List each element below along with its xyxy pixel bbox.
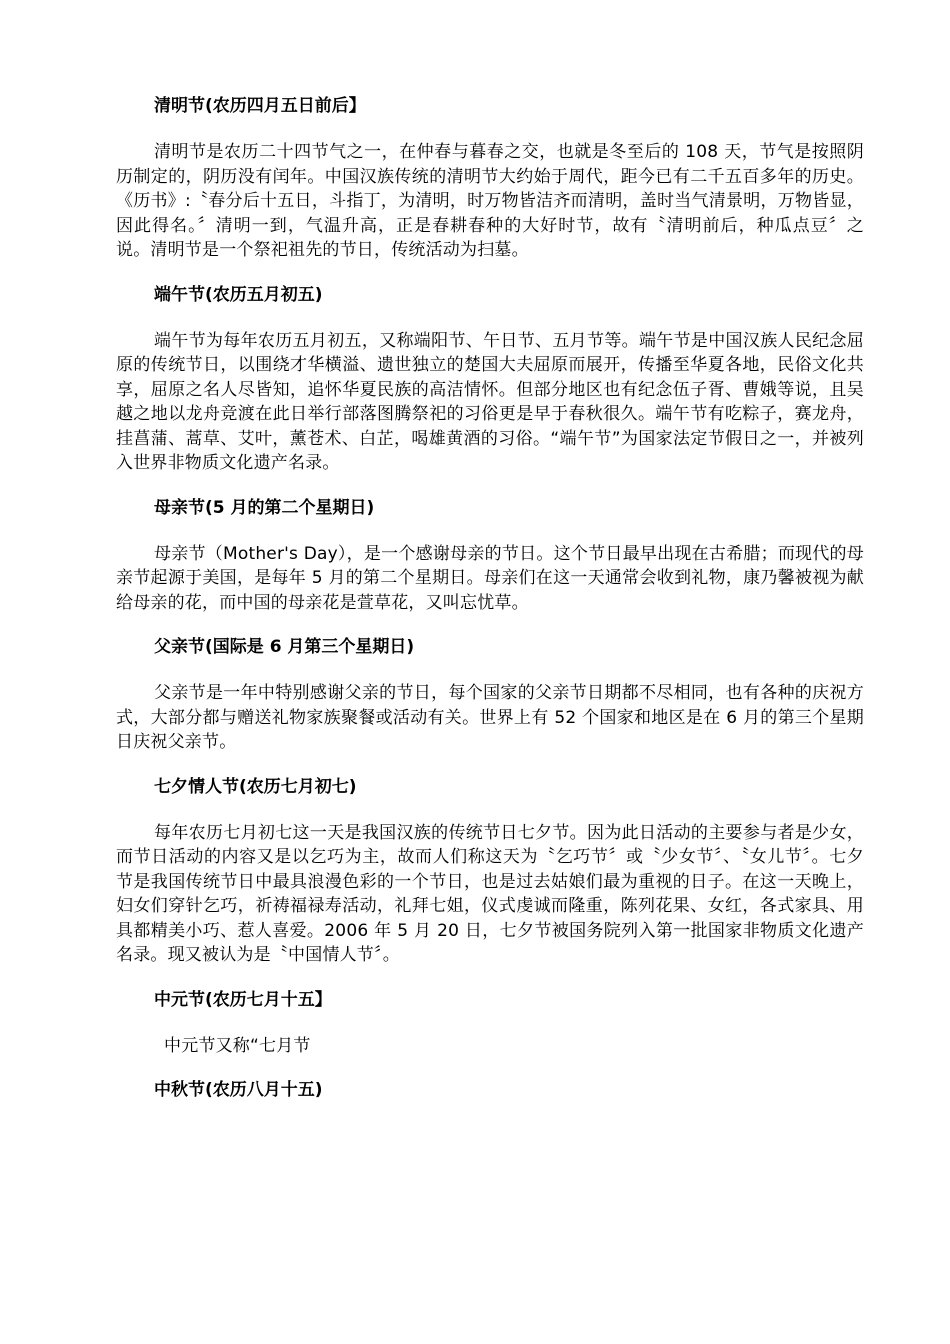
section-body: 父亲节是一年中特别感谢父亲的节日，每个国家的父亲节日期都不尽相同，也有各种的庆祝方式，大部分都与赠送礼物家族聚餐或活动有关。世界上有 52 个国家和地区是在 6 月的第三个星期日庆祝父亲节。	[116, 683, 864, 752]
section-heading: 端午节(农历五月初五)	[154, 284, 323, 305]
section-qixi	[116, 775, 864, 968]
section-zhongyuan	[116, 988, 864, 1059]
section-duanwu	[116, 283, 864, 476]
section-body: 母亲节（Mother's Day），是一个感谢母亲的节日。这个节日最早出现在古希腊；而现代的母亲节起源于美国，是每年 5 月的第二个星期日。母亲们在这一天通常会收到礼物，康乃馨被视为献给母亲的花，而中国的母亲花是萱草花，又叫忘忧草。	[116, 543, 864, 613]
section-body: 每年农历七月初七这一天是我国汉族的传统节日七夕节。因为此日活动的主要参与者是少女，而节日活动的内容又是以乞巧为主，故而人们称这天为〝乞巧节〞或〝少女节〞、〝女儿节〞。七夕节是我国传统节日中最具浪漫色彩的一个节日，也是过去姑娘们最为重视的日子。在这一天晚上，妇女们穿针乞巧，祈祷福禄寿活动，礼拜七姐，仪式虔诚而隆重，陈列花果、女红，各式家具、用具都精美小巧、惹人喜爱。2006 年 5 月 20 日，七夕节被国务院列入第一批国家非物质文化遗产名录。现又被认为是〝中国情人节〞。	[116, 822, 864, 965]
section-heading: 母亲节(5 月的第二个星期日)	[154, 497, 375, 518]
section-qingming	[116, 94, 864, 263]
section-body: 清明节是农历二十四节气之一，在仲春与暮春之交，也就是冬至后的 108 天，节气是按照阴历制定的，阴历没有闰年。中国汉族传统的清明节大约始于周代，距今已有二千五百多年的历史。《历书》:〝春分后十五日，斗指丁，为清明，时万物皆洁齐而清明，盖时当气清景明，万物皆显，因此得名。〞清明一到，气温升高，正是春耕春种的大好时节，故有〝清明前后，种瓜点豆〞之说。清明节是一个祭祀祖先的节日，传统活动为扫墓。	[116, 142, 864, 260]
section-mothers-day	[116, 496, 864, 616]
section-body: 中元节又称“七月节	[164, 1035, 311, 1056]
section-body: 端午节为每年农历五月初五，又称端阳节、午日节、五月节等。端午节是中国汉族人民纪念屈原的传统节日，以围绕才华横溢、遗世独立的楚国大夫屈原而展开，传播至华夏各地，民俗文化共享，屈原之名人尽皆知，追怀华夏民族的高洁情怀。但部分地区也有纪念伍子胥、曹娥等说，且吴越之地以龙舟竞渡在此日举行部落图腾祭祀的习俗更是早于春秋很久。端午节有吃粽子，赛龙舟，挂菖蒲、蒿草、艾叶，薰苍术、白芷，喝雄黄酒的习俗。“端午节”为国家法定节假日之一，并被列入世界非物质文化遗产名录。	[116, 330, 864, 473]
section-heading: 七夕情人节(农历七月初七)	[154, 776, 357, 797]
section-fathers-day	[116, 635, 864, 755]
section-heading: 父亲节(国际是 6 月第三个星期日)	[154, 637, 415, 657]
section-zhongqiu	[116, 1078, 864, 1102]
document-page	[116, 94, 864, 1124]
section-heading: 中元节(农历七月十五】	[154, 989, 332, 1010]
section-heading: 中秋节(农历八月十五)	[154, 1080, 323, 1100]
section-heading: 清明节(农历四月五日前后】	[154, 96, 366, 116]
